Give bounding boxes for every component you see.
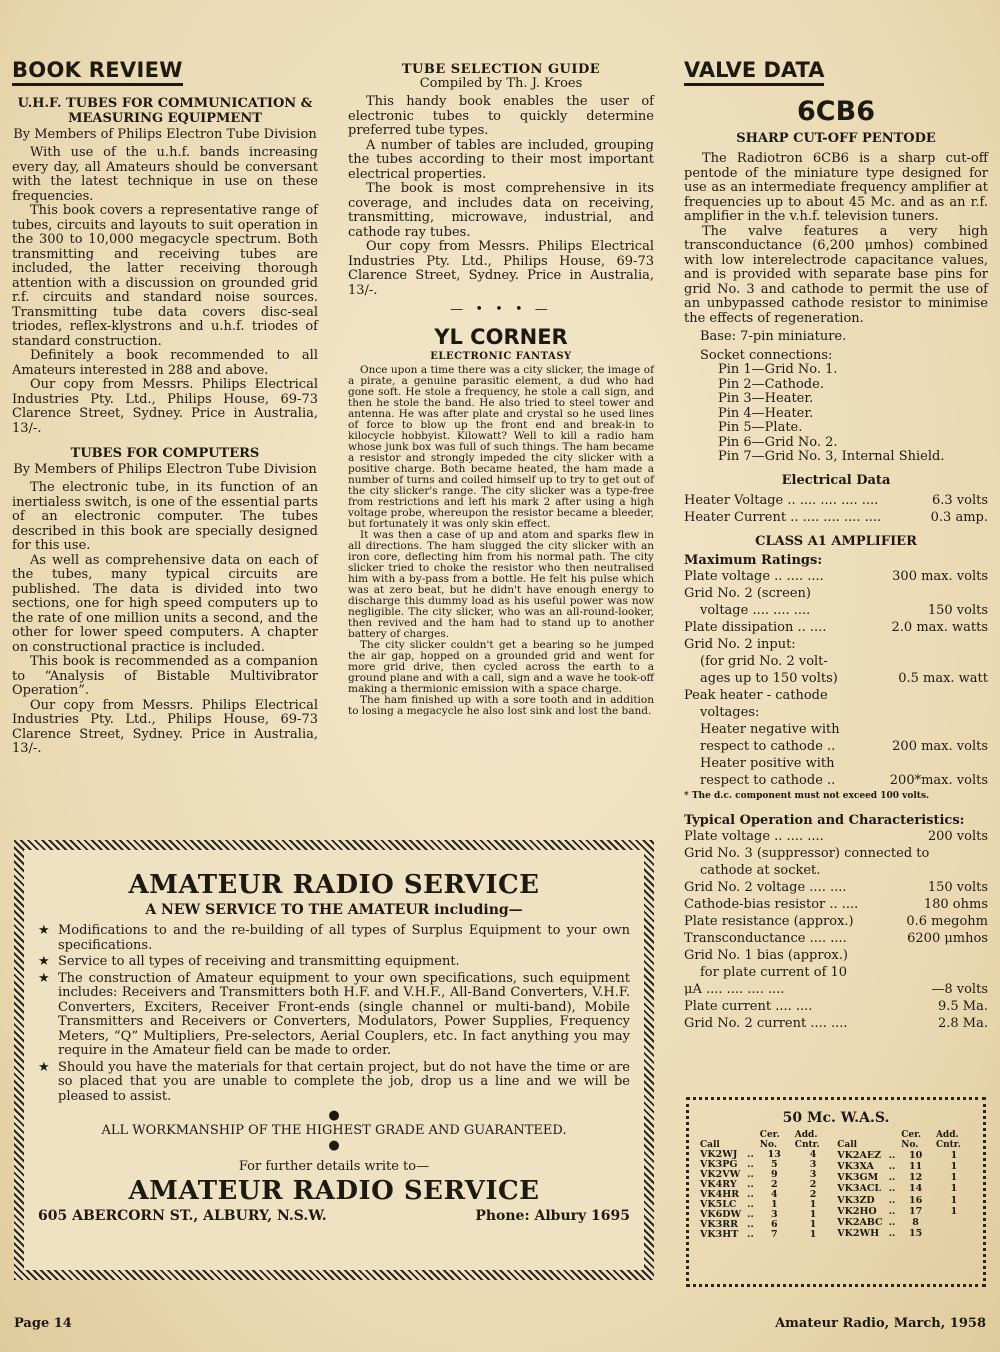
row-label: voltages: [700,704,760,720]
column-header: Add. Cntr. [935,1130,961,1150]
advert-contact [38,1208,630,1224]
column-header: Call [700,1140,720,1150]
footnote: * The d.c. component must not exceed 100 volts. [684,790,930,801]
section-separator: — • • • — [450,302,552,317]
column-header [886,1130,899,1150]
issue-label: Amateur Radio, March, 1958 [775,1316,986,1331]
book-review-column [12,58,318,757]
table-cell-cer: 13 [767,1149,781,1160]
typical-row [684,998,988,1015]
further-details: For further details write to— [238,1159,430,1174]
was-table-left [697,1130,834,1240]
review1-byline: By Members of Philips Electron Tube Division [13,127,317,142]
table-cell-add: 3 [809,1169,817,1180]
row-value: 6.3 volts [931,492,988,508]
table-cell-dots: .. [888,1217,896,1229]
row-value: 150 volts [927,602,988,618]
table-cell-call: VK2AEZ [837,1149,882,1161]
row-label: Plate voltage .. .... .... [684,828,824,844]
rating-row [684,755,988,772]
table-cell-call: VK3ACL [837,1183,882,1195]
table-cell-add: 1 [809,1229,817,1240]
table-cell-cer: 6 [770,1219,778,1230]
table-cell-dots: .. [747,1209,754,1220]
row-value: 200 max. volts [892,738,988,754]
table-cell-add: 1 [950,1194,958,1206]
valve-data-column [684,58,988,1032]
typical-row [684,964,988,981]
review1-paragraph: With use of the u.h.f. bands increasing every day, all Amateurs should be conversant with the latest technique in use on these frequencies. [12,145,318,204]
table-cell-cer: 17 [908,1205,923,1217]
table-row [834,1195,975,1206]
table-cell-call: VK2VW [700,1169,741,1180]
typical-row [684,947,988,964]
table-cell-add: 2 [809,1189,817,1200]
rating-row [684,738,988,755]
rating-row [684,585,988,602]
pin-item: Pin 5—Plate. [718,420,803,435]
tube-guide-paragraph: This handy book enables the user of electronic tubes to quickly determine preferred tube types. [348,94,654,138]
review2-paragraph: This book is recommended as a companion to “Analysis of Bistable Multivibrator Operation”. [12,654,318,698]
yl-corner-heading: YL CORNER [434,325,568,349]
table-cell-dots: .. [888,1183,896,1195]
review1-paragraph: This book covers a representative range of tubes, circuits and layouts to suit operation in the 300 to 10,000 megacycle spectrum. Both transmitting and receiving tubes are included, the latter receiving thorough attention with a discussion on grounded grid r.f. circuits and standard noise sources. Transmitting tube data covers disc-seal triodes, reflex-klystrons and u.h.f. triodes of standard construction. [12,203,318,349]
heater-current-row [684,509,988,526]
advert-title-2: AMATEUR RADIO SERVICE [128,1176,540,1206]
table-cell-cer: 1 [770,1199,778,1210]
star-icon: ★ [38,970,50,986]
table-cell-call: VK2ABC [837,1217,883,1229]
yl-paragraph: It was then a case of up and atom and sparks flew in all directions. The ham slugged the city slicker with an iron core, deflecting him from his normal path. The city slicker tried to choke the resistor who then neutralised him with a by-pass from a bottle. He felt his pulse which was at zero beat, but he didn't have enough energy to discharge this dummy load as his useful power was now negligible. The city slicker, who was an all-round-looker, then revived and the ham had to stand up to another battery of charges. [348,529,654,640]
table-cell-add: 1 [950,1172,958,1184]
column-header [744,1130,757,1150]
pin-item: Pin 3—Heater. [718,391,814,406]
row-value: 180 ohms [923,896,988,912]
typical-row [684,845,988,862]
row-value: 0.6 megohm [906,913,988,929]
table-cell-dots: .. [747,1199,754,1210]
tube-name: 6CB6 [797,96,875,127]
row-value: 6200 μmhos [907,930,988,946]
table-cell-dots: .. [747,1149,754,1160]
was-box [686,1097,986,1287]
tube-subtitle: SHARP CUT-OFF PENTODE [736,131,936,146]
typical-row [684,828,988,845]
row-label: Grid No. 1 bias (approx.) [684,947,848,963]
typical-row [684,981,988,998]
row-label: Grid No. 2 input: [684,636,796,652]
table-cell-call: VK3PG [700,1159,738,1170]
advert-phone: Phone: Albury 1695 [475,1208,630,1224]
advert-subtitle: A NEW SERVICE TO THE AMATEUR including— [145,902,523,918]
row-value: 200*max. volts [889,772,988,788]
table-cell-cer: 14 [908,1183,923,1195]
tube-guide-title: TUBE SELECTION GUIDE [401,62,601,77]
table-cell-add: 4 [809,1149,817,1160]
row-label: for plate current of 10 [700,964,848,980]
tube-guide-paragraph: The book is most comprehensive in its coverage, and includes data on receiving, transmitting, microwave, industrial, and cathode ray tubes. [348,181,654,240]
socket-label: Socket connections: [700,347,833,363]
table-cell-add: 1 [809,1199,817,1210]
row-value: —8 volts [931,981,988,997]
star-icon: ★ [38,1059,50,1075]
pin-item: Pin 7—Grid No. 3, Internal Shield. [718,449,945,464]
yl-paragraph: Once upon a time there was a city slicker, the image of a pirate, a genuine parasitic element, a dud who had gone soft. He stole a frequency, he stole a call sign, and then he stole the band. He also tried to steel tower and antenna. He was after plate and crystal so he used lines of force to blow up the front end and break-in to kilocycle hobbyist. Kilowatt? Well to kill a radio ham whose junk box was full of such things. The ham became a resistor and strongly impeded the city slicker with a positive charge. Both became heated, the ham made a number of turns and coiled himself up to try to get out of the city slicker's range. The city slicker was a type-free from restrictions and left his mark 2 after using a high voltage probe, whereupon the resistor became a bleeder, but fortunately it was only skin effect. [348,364,654,530]
row-label: ages up to 150 volts) [700,670,838,686]
class-heading: CLASS A1 AMPLIFIER [755,533,917,549]
rating-row [684,653,988,670]
review2-byline: By Members of Philips Electron Tube Division [13,462,317,477]
base-info: Base: 7-pin miniature. [700,329,847,344]
review2-paragraph: The electronic tube, in its function of an inertialess switch, is one of the essential parts of an electronic computer. The tubes described in this book are specially designed for this use. [12,480,318,553]
row-label: Grid No. 3 (suppressor) connected to [684,845,930,861]
table-cell-call: VK3GM [837,1172,879,1184]
row-value: 2.8 Ma. [937,1015,988,1031]
table-row [834,1161,975,1172]
row-label: Grid No. 2 voltage .... .... [684,879,847,895]
dot-icon: ● [328,1108,340,1123]
review2-title: TUBES FOR COMPUTERS [70,446,260,461]
table-cell-add: 1 [950,1160,958,1172]
table-cell-call: VK3XA [837,1160,874,1172]
bullet-text: Modifications to and the re-building of all types of Surplus Equipment to your own specifications. [58,923,630,953]
was-table-right [834,1130,975,1240]
table-row [834,1229,975,1240]
bullet-text: Should you have the materials for that certain project, but do not have the time or are so placed that you are unable to complete the job, drop us a line and we will be pleased to assist. [58,1059,630,1104]
review1-title: U.H.F. TUBES FOR COMMUNICATION & MEASURING EQUIPMENT [17,96,313,126]
row-label: cathode at socket. [700,862,821,878]
table-cell-dots: .. [888,1194,896,1206]
advertisement-box [14,840,654,1280]
row-label: Peak heater - cathode [684,687,828,703]
row-label: respect to cathode .. [700,738,836,754]
typical-row [684,913,988,930]
row-label: Heater negative with [700,721,840,737]
table-cell-cer: 15 [908,1228,923,1240]
rating-row [684,772,988,789]
review1-paragraph: Our copy from Messrs. Philips Electrical Industries Pty. Ltd., Philips House, 69-73 Clarence Street, Sydney. Price in Australia, 13/-. [12,377,318,436]
table-cell-dots: .. [747,1179,754,1190]
table-cell-call: VK3RR [700,1219,739,1230]
table-row [697,1230,834,1240]
table-cell-add: 3 [809,1159,817,1170]
row-value: 0.3 amp. [930,509,988,525]
table-cell-add [933,1218,975,1229]
row-label: μA .... .... .... .... [684,981,785,997]
table-cell-add: 1 [950,1205,958,1217]
star-icon: ★ [38,954,50,969]
column-header: Cer. No. [759,1130,780,1150]
row-label: Plate dissipation .. .... [684,619,827,635]
typical-row [684,1015,988,1032]
row-label: Plate current .... .... [684,998,813,1014]
workmanship-text: ALL WORKMANSHIP OF THE HIGHEST GRADE AND GUARANTEED. [101,1123,567,1138]
advertisement-inner [24,850,644,1270]
table-cell-call: VK3ZD [837,1194,875,1206]
rating-row [684,636,988,653]
review2-paragraph: Our copy from Messrs. Philips Electrical Industries Pty. Ltd., Philips House, 69-73 Clarence Street, Sydney. Price in Australia, 13/-. [12,697,318,756]
table-row [834,1206,975,1217]
row-label: Grid No. 2 (screen) [684,585,811,601]
typical-row [684,896,988,913]
book-review-heading: BOOK REVIEW [12,58,183,86]
table-cell-cer: 16 [908,1194,923,1206]
tube-guide-byline: Compiled by Th. J. Kroes [419,76,583,91]
table-cell-add: 1 [809,1219,817,1230]
table-cell-cer: 5 [770,1159,778,1170]
advert-title: AMATEUR RADIO SERVICE [128,870,540,900]
bullet-text: Service to all types of receiving and transmitting equipment. [58,954,460,969]
review2-paragraph: As well as comprehensive data on each of the tubes, many typical circuits are published. The data is divided into two sections, one for high speed computers up to the rate of one million units a second, and the other for lower speed computers. A chapter on constructional practice is included. [12,552,318,655]
review1-paragraph: Definitely a book recommended to all Amateurs interested in 288 and above. [12,348,318,378]
table-row [834,1184,975,1195]
row-label: Plate resistance (approx.) [684,913,854,929]
advert-bullet [38,972,630,1059]
table-header-row [834,1130,975,1150]
table-cell-dots: .. [888,1160,896,1172]
bullet-text: The construction of Amateur equipment to your own specifications, such equipment includes: Receivers and Transmitters both H.F. and V.H.F., All-Band Converters, V.H.F. Converters, Exciters, Receiver Front-ends (single channel or multi-band), Mobile Transmitters and Receivers or Converters, Modulators, Power Supplies, Frequency Meters, “Q” Multipliers, Pre-selectors, Aerial Couplers, etc. In fact anything you may require in the Amateur field can be made to order. [58,970,630,1058]
table-cell-dots: .. [888,1149,896,1161]
typical-heading: Typical Operation and Characteristics: [684,812,965,828]
table-header-row [697,1130,834,1150]
yl-corner-story [348,365,654,717]
table-cell-add [933,1229,975,1240]
rating-row [684,619,988,636]
table-cell-cer: 2 [770,1179,778,1190]
row-label: Heater Current .. .... .... .... .... [684,509,882,525]
table-cell-call: VK4HR [700,1189,740,1200]
page-number: Page 14 [14,1316,72,1331]
row-label: Heater Voltage .. .... .... .... .... [684,492,879,508]
yl-paragraph: The city slicker couldn't get a bearing so he jumped the air gap, hopped on a grounded grid and went for more grid drive, then cycled across the earth to a ground plane and with a call, sign and a wave he took-off making a thermionic emission with a space charge. [348,639,654,695]
electrical-heading: Electrical Data [781,472,891,488]
table-cell-cer: 12 [908,1172,923,1184]
rating-row [684,721,988,738]
row-label: Cathode-bias resistor .. .... [684,896,859,912]
table-cell-dots: .. [747,1159,754,1170]
rating-row [684,670,988,687]
row-label: respect to cathode .. [700,772,836,788]
was-grid [697,1130,975,1240]
advert-bullet [38,955,630,970]
table-cell-cer: 7 [770,1229,778,1240]
row-value: 2.0 max. watts [891,619,988,635]
valve-data-heading: VALVE DATA [684,58,824,86]
table-cell-dots: .. [888,1205,896,1217]
table-cell-cer: 10 [908,1149,923,1161]
table-cell-dots: .. [747,1189,754,1200]
table-cell-dots: .. [747,1219,754,1230]
table-cell-dots: .. [747,1229,754,1240]
row-label: Grid No. 2 current .... .... [684,1015,848,1031]
table-cell-cer: 8 [912,1217,919,1229]
table-cell-call: VK3HT [700,1229,739,1240]
row-label: voltage .... .... .... [700,602,811,618]
table-cell-add: 1 [950,1183,958,1195]
table-cell-dots: .. [888,1172,896,1184]
table-cell-call: VK4RY [700,1179,737,1190]
pin-item: Pin 4—Heater. [718,405,814,421]
row-value: 200 volts [927,828,988,844]
tube-guide-paragraph: Our copy from Messrs. Philips Electrical Industries Pty. Ltd., Philips House, 69-73 Clarence Street, Sydney. Price in Australia, 13/-. [348,239,654,298]
rating-row [684,568,988,585]
table-cell-cer: 9 [770,1169,778,1180]
typical-row [684,862,988,879]
heater-voltage-row [684,492,988,509]
was-title: 50 Mc. W.A.S. [782,1110,890,1126]
pin-item: Pin 2—Cathode. [718,376,824,392]
typical-row [684,879,988,896]
advert-address: 605 ABERCORN ST., ALBURY, N.S.W. [38,1208,327,1224]
table-cell-cer: 4 [770,1189,778,1200]
row-label: Transconductance .... .... [684,930,847,946]
table-cell-add: 2 [809,1179,817,1190]
table-cell-add: 1 [809,1209,817,1220]
row-label: Heater positive with [700,755,835,771]
row-label: Plate voltage .. .... .... [684,568,824,584]
table-cell-add: 1 [950,1149,958,1161]
row-value: 9.5 Ma. [937,998,988,1014]
table-cell-call: VK2WJ [700,1149,738,1160]
rating-row [684,687,988,704]
table-cell-cer: 11 [908,1160,923,1172]
valve-paragraph: The valve features a very high transconductance (6,200 μmhos) combined with low interelectrode capacitance values, and is provided with separate base pins for grid No. 3 and cathode to permit the use of an unbypassed cathode resistor to minimise the effects of regeneration. [684,223,988,326]
pin-item: Pin 6—Grid No. 2. [718,434,838,450]
dot-icon: ● [328,1138,340,1153]
row-value: 150 volts [927,879,988,895]
yl-paragraph: The ham finished up with a sore tooth and in addition to losing a megacycle he also lost sink and lost the band. [348,694,654,717]
table-row [834,1150,975,1161]
table-cell-call: VK6DW [700,1209,742,1220]
table-row [834,1173,975,1184]
table-cell-call: VK2WH [837,1228,880,1240]
max-ratings-heading: Maximum Ratings: [684,552,823,568]
advert-bullet [38,1061,630,1105]
table-cell-dots: .. [747,1169,754,1180]
row-value: 300 max. volts [892,568,988,584]
middle-column [348,58,654,717]
row-value: 0.5 max. watt [898,670,988,686]
column-header: Call [837,1140,858,1150]
table-cell-cer: 3 [770,1209,778,1220]
table-row [834,1218,975,1229]
column-header: Add. Cntr. [794,1130,820,1150]
star-icon: ★ [38,923,50,938]
table-cell-call: VK2HO [837,1205,877,1217]
rating-row [684,602,988,619]
advert-bullet [38,924,630,953]
table-cell-call: VK5LC [700,1199,737,1210]
yl-corner-subheading: ELECTRONIC FANTASY [430,351,572,362]
table-cell-dots: .. [888,1228,896,1240]
tube-guide-paragraph: A number of tables are included, grouping the tubes according to their most important electrical properties. [348,137,654,182]
row-label: (for grid No. 2 volt- [700,653,828,669]
rating-row [684,704,988,721]
typical-row [684,930,988,947]
column-header: Cer. No. [901,1130,922,1150]
pin-item: Pin 1—Grid No. 1. [718,362,838,377]
valve-paragraph: The Radiotron 6CB6 is a sharp cut-off pentode of the miniature type designed for use as an intermediate frequency amplifier at frequencies up to about 45 Mc. and as an r.f. amplifier in the v.h.f. television tuners. [684,151,988,224]
